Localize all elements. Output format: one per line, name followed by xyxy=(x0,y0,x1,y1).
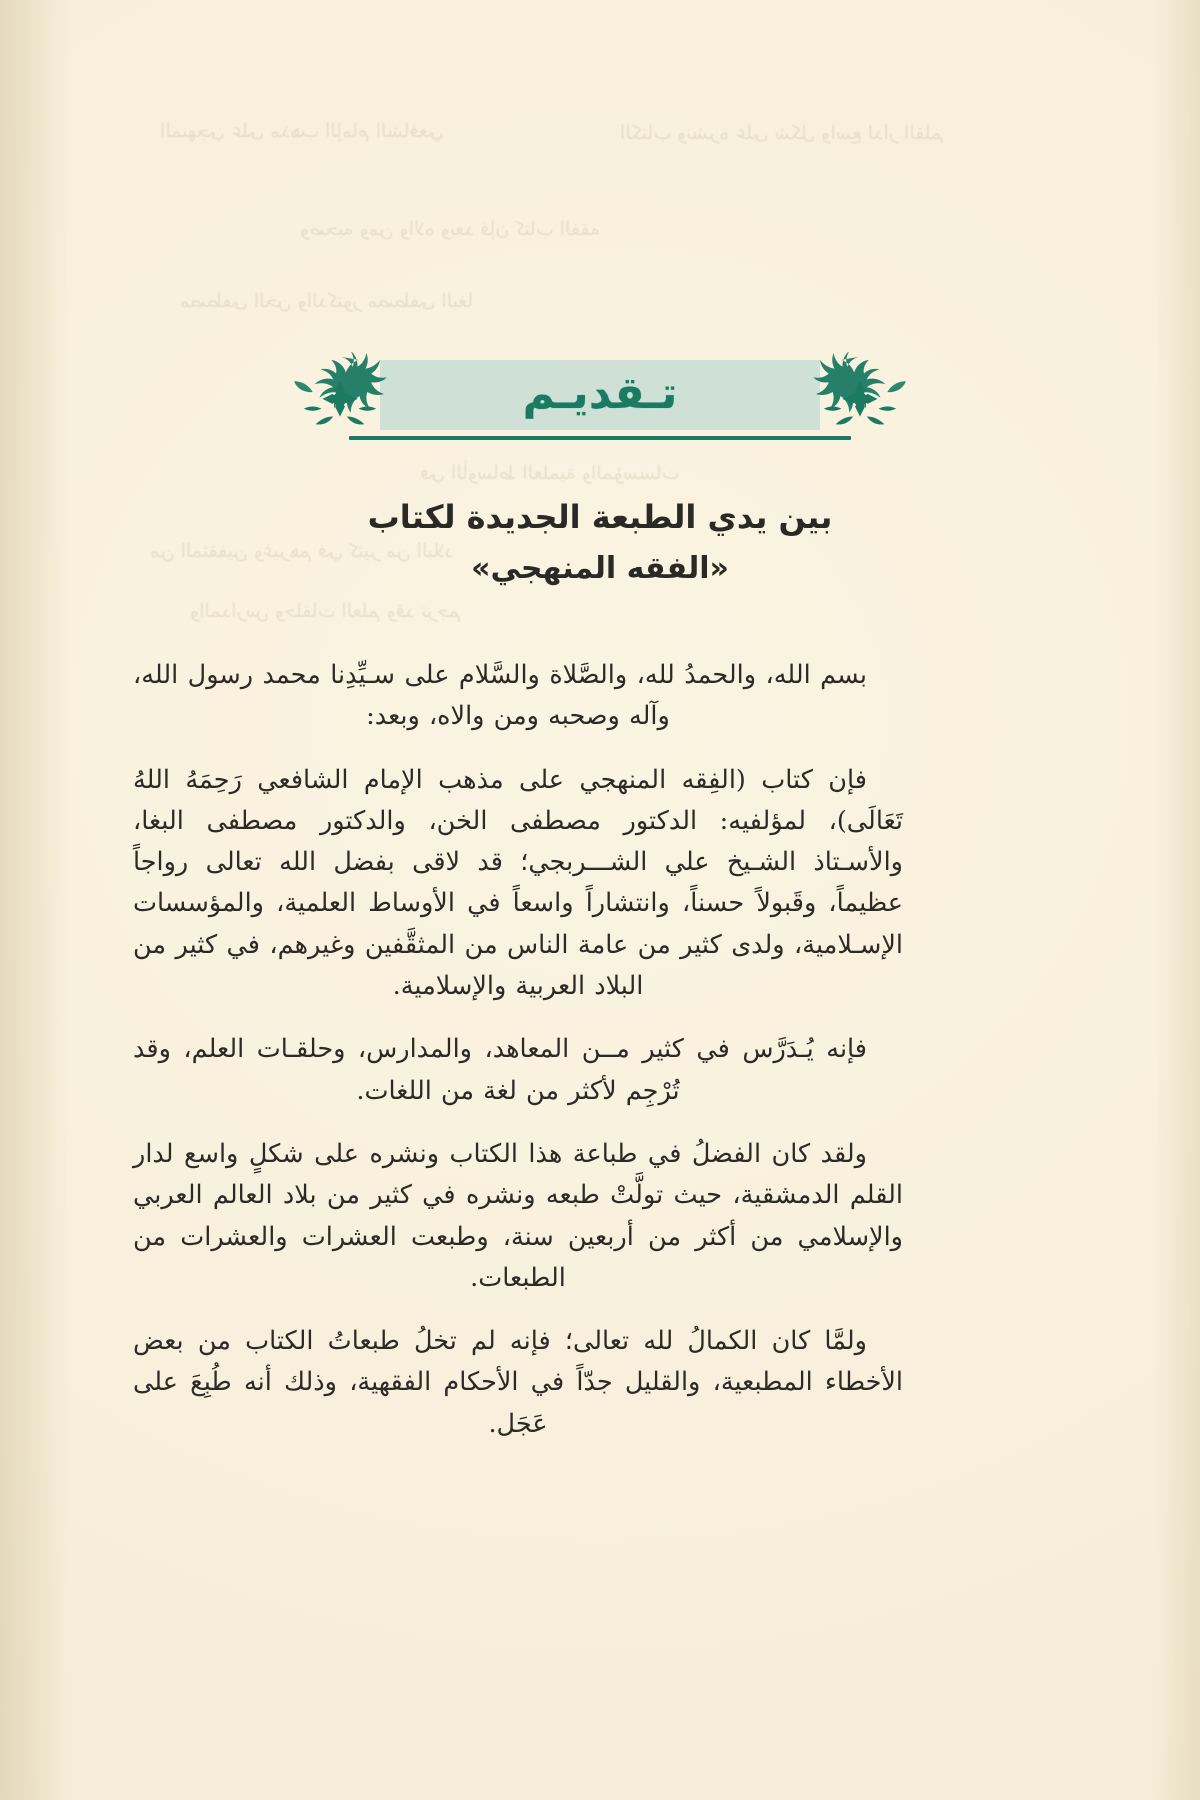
arabesque-ornament-icon xyxy=(286,352,394,436)
body-text xyxy=(133,655,903,1467)
arabesque-ornament-icon xyxy=(806,352,914,436)
ghost-line: من المثقفين وغيرهم في كثير من البلاد xyxy=(150,540,454,562)
ghost-line: الكتاب ونشره على شكل واسع لدار القلم xyxy=(620,122,944,144)
chapter-banner xyxy=(0,352,1200,430)
paragraph: ولقد كان الفضلُ في طباعة هذا الكتاب ونشره على شكلٍ واسع لدار القلم الدمشقية، حيث تولَّتْ طبعه ونشره في كثير من بلاد العالم العربي والإسلامي من أكثر من أربعين سنة، وطبعت العشرات والعشرات من الطبعات. xyxy=(133,1138,903,1293)
horizontal-rule xyxy=(349,436,851,440)
paragraph: بسم الله، والحمدُ لله، والصَّلاة والسَّلام على سـيِّدِنا محمد رسول الله، وآله وصحبه ومن والاه، وبعد: xyxy=(133,660,867,732)
paragraph: ولمَّا كان الكمالُ لله تعالى؛ فإنه لم تخلُ طبعاتُ الكتاب من بعض الأخطاء المطبعية، والقليل جدّاً في الأحكام الفقهية، وذلك أنه طُبِعَ على عَجَل. xyxy=(133,1326,903,1439)
section-heading xyxy=(0,496,1200,590)
banner-title: تـقديـم xyxy=(522,367,678,419)
ghost-line: والمدارس وحلقات العلم وقد ترجم xyxy=(190,600,462,622)
paragraph: فإن كتاب (الفِقه المنهجي على مذهب الإمام الشافعي رَحِمَهُ اللهُ تَعَالَى)، لمؤلفيه: الدكتور مصطفى الخن، والدكتور مصطفى البغا، والأسـتاذ الشـيخ علي الشـــربجي؛ قد لاقى بفضل الله تعالى رواجاً عظيماً، وقَبولاً حسناً، وانتشاراً واسعاً في الأوساط العلمية، والمؤسسات الإسـلامية، ولدى كثير من عامة الناس من المثقَّفين وغيرهم، في كثير من البلاد العربية والإسلامية. xyxy=(133,764,903,1002)
ghost-line: المنهجي على مذهب الإمام الشافعي xyxy=(160,120,444,142)
ghost-line: وصحبه ومن والاه وبعد فإن كتاب الفقه xyxy=(300,218,601,240)
ghost-line: مصطفى الخن والدكتور مصطفى البغا xyxy=(180,290,474,312)
heading-line-1: بين يدي الطبعة الجديدة لكتاب xyxy=(367,498,833,536)
heading-line-2: «الفقه المنهجي» xyxy=(471,551,729,587)
banner-rule xyxy=(0,436,1200,440)
paragraph: فإنه يُـدَرَّس في كثير مــن المعاهد، والمدارس، وحلقـات العلم، وقد تُرْجِم لأكثر من لغة من اللغات. xyxy=(133,1034,867,1106)
ghost-line: في الأوساط العلمية والمؤسسات xyxy=(420,462,680,484)
